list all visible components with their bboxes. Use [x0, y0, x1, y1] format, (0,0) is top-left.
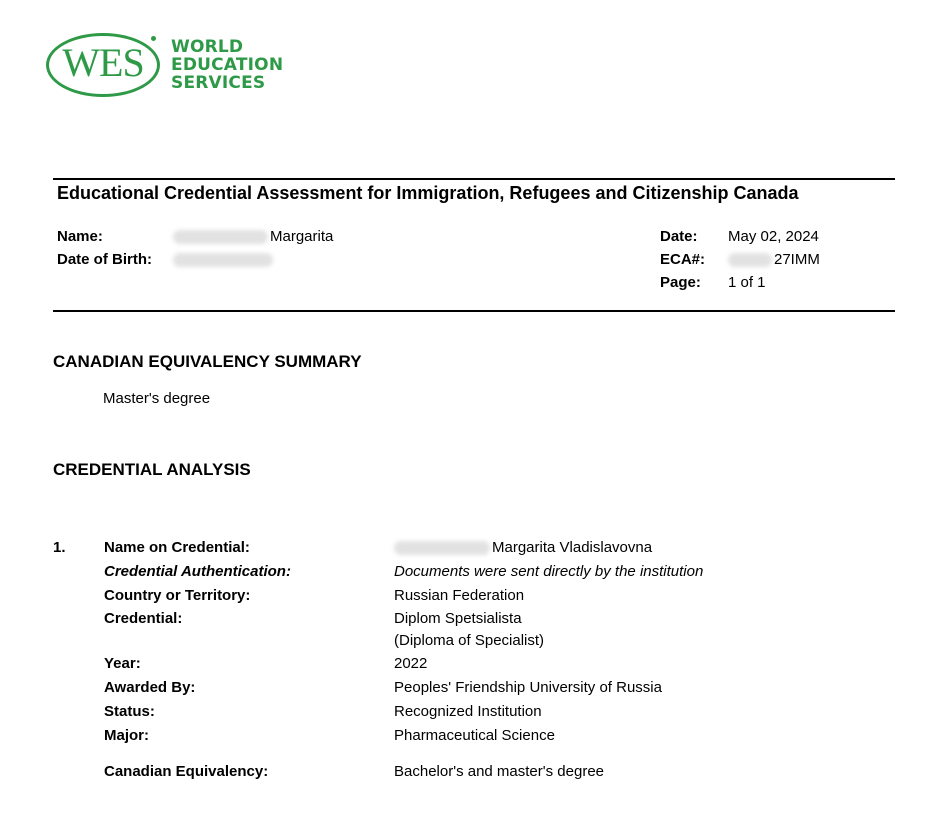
name-label: Name:	[57, 228, 103, 245]
row-label-canadian-equivalency: Canadian Equivalency:	[104, 763, 269, 780]
row-value-major: Pharmaceutical Science	[394, 727, 555, 744]
row-label-name-on-credential: Name on Credential:	[104, 539, 250, 556]
logo-wordmark	[171, 38, 283, 92]
eca-suffix: 27IMM	[774, 251, 820, 268]
analysis-heading: CREDENTIAL ANALYSIS	[53, 460, 251, 479]
row-value-awarded-by: Peoples' Friendship University of Russia	[394, 679, 662, 696]
logo-line-3: SERVICES	[171, 73, 266, 93]
page-value: 1 of 1	[728, 274, 766, 291]
redacted-surname	[173, 230, 268, 244]
dob-label: Date of Birth:	[57, 251, 152, 268]
credential-given-names: Margarita Vladislavovna	[492, 539, 653, 556]
logo-line-2: EDUCATION	[171, 55, 284, 75]
row-label-country: Country or Territory:	[104, 587, 251, 604]
redacted-eca	[728, 253, 772, 267]
row-value-status: Recognized Institution	[394, 703, 542, 720]
given-name: Margarita	[270, 228, 334, 245]
row-label-awarded-by: Awarded By:	[104, 679, 196, 696]
summary-heading: CANADIAN EQUIVALENCY SUMMARY	[53, 352, 362, 371]
row-value-country: Russian Federation	[394, 587, 525, 604]
document-title: Educational Credential Assessment for Immigration, Refugees and Citizenship Canada	[57, 183, 799, 203]
row-value-authentication: Documents were sent directly by the institution	[394, 563, 704, 580]
logo-line-1: WORLD	[171, 37, 244, 57]
row-value-name-on-credential	[394, 539, 652, 556]
top-rule	[53, 178, 895, 180]
redacted-dob	[173, 253, 273, 267]
row-value-credential-translation: (Diploma of Specialist)	[394, 632, 545, 649]
row-value-year: 2022	[394, 655, 428, 672]
dob-value	[173, 251, 275, 268]
row-label-authentication: Credential Authentication:	[104, 563, 291, 580]
eca-label: ECA#:	[660, 251, 706, 268]
row-label-status: Status:	[104, 703, 155, 720]
header-rule	[53, 310, 895, 312]
summary-text: Master's degree	[103, 390, 211, 407]
eca-value	[728, 251, 820, 268]
redacted-credential-surname	[394, 541, 490, 555]
logo-registered-mark	[151, 36, 156, 41]
date-label: Date:	[660, 228, 698, 245]
logo-mark: WES	[62, 40, 144, 85]
name-value	[173, 228, 333, 245]
row-label-credential: Credential:	[104, 610, 183, 627]
page-label: Page:	[660, 274, 701, 291]
row-value-credential: Diplom Spetsialista	[394, 610, 522, 627]
row-label-major: Major:	[104, 727, 149, 744]
item-number: 1.	[53, 539, 66, 556]
row-value-canadian-equivalency: Bachelor's and master's degree	[394, 763, 605, 780]
date-value: May 02, 2024	[728, 228, 819, 245]
row-label-year: Year:	[104, 655, 141, 672]
wes-logo	[46, 31, 296, 103]
